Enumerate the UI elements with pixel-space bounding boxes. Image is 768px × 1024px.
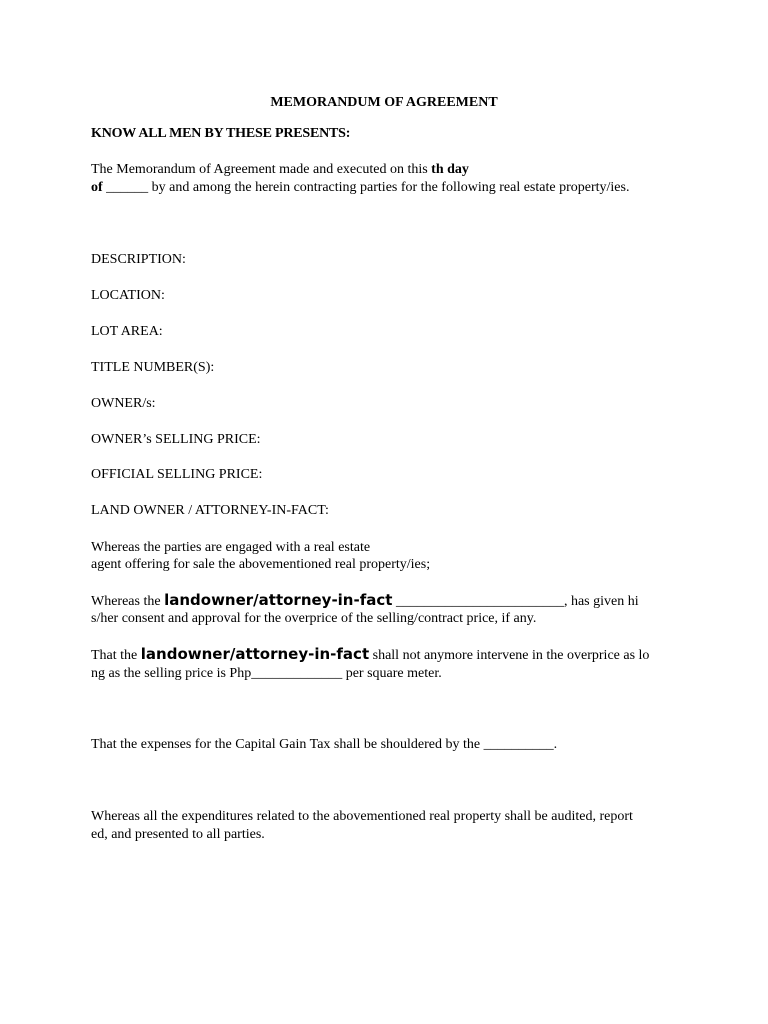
intro-continuation: ______ by and among the herein contracting parties for the following real estate property/ies. <box>102 180 630 195</box>
para2-line-1 <box>91 592 639 610</box>
field-location: LOCATION: <box>91 288 165 303</box>
para5-line-2: ed, and presented to all parties. <box>91 827 265 842</box>
document-heading: KNOW ALL MEN BY THESE PRESENTS: <box>91 126 351 141</box>
intro-line-2 <box>91 179 629 196</box>
field-owner-selling-price: OWNER’s SELLING PRICE: <box>91 432 261 447</box>
intro-text: The Memorandum of Agreement made and executed on this <box>91 162 432 177</box>
para3-line-1 <box>91 646 649 664</box>
para3-role: landowner/attorney-in-fact <box>140 645 370 663</box>
field-owners: OWNER/s: <box>91 396 156 411</box>
intro-day-label: th day <box>431 162 469 177</box>
para2-line-2: s/her consent and approval for the overprice of the selling/contract price, if any. <box>91 611 537 626</box>
document-title: MEMORANDUM OF AGREEMENT <box>270 95 498 110</box>
field-description: DESCRIPTION: <box>91 252 186 267</box>
para1-line-2: agent offering for sale the abovementioned real property/ies; <box>91 557 431 572</box>
para3-suffix: shall not anymore intervene in the overprice as lo <box>369 648 650 663</box>
field-title-numbers: TITLE NUMBER(S): <box>91 360 215 375</box>
para2-prefix: Whereas the <box>91 594 165 609</box>
intro-of-label: of <box>91 180 103 195</box>
field-lot-area: LOT AREA: <box>91 324 163 339</box>
para2-suffix: ________________________, has given hi <box>392 594 639 609</box>
intro-line-1 <box>91 161 469 178</box>
field-official-selling-price: OFFICIAL SELLING PRICE: <box>91 467 263 482</box>
para5-line-1: Whereas all the expenditures related to the abovementioned real property shall be audited, report <box>91 809 633 824</box>
field-land-owner-attorney: LAND OWNER / ATTORNEY-IN-FACT: <box>91 503 329 518</box>
para3-prefix: That the <box>91 648 141 663</box>
para1-line-1: Whereas the parties are engaged with a real estate <box>91 540 371 555</box>
para3-line-2: ng as the selling price is Php_____________ per square meter. <box>91 666 442 681</box>
para2-role: landowner/attorney-in-fact <box>164 591 393 609</box>
para4: That the expenses for the Capital Gain Tax shall be shouldered by the __________. <box>91 737 558 752</box>
